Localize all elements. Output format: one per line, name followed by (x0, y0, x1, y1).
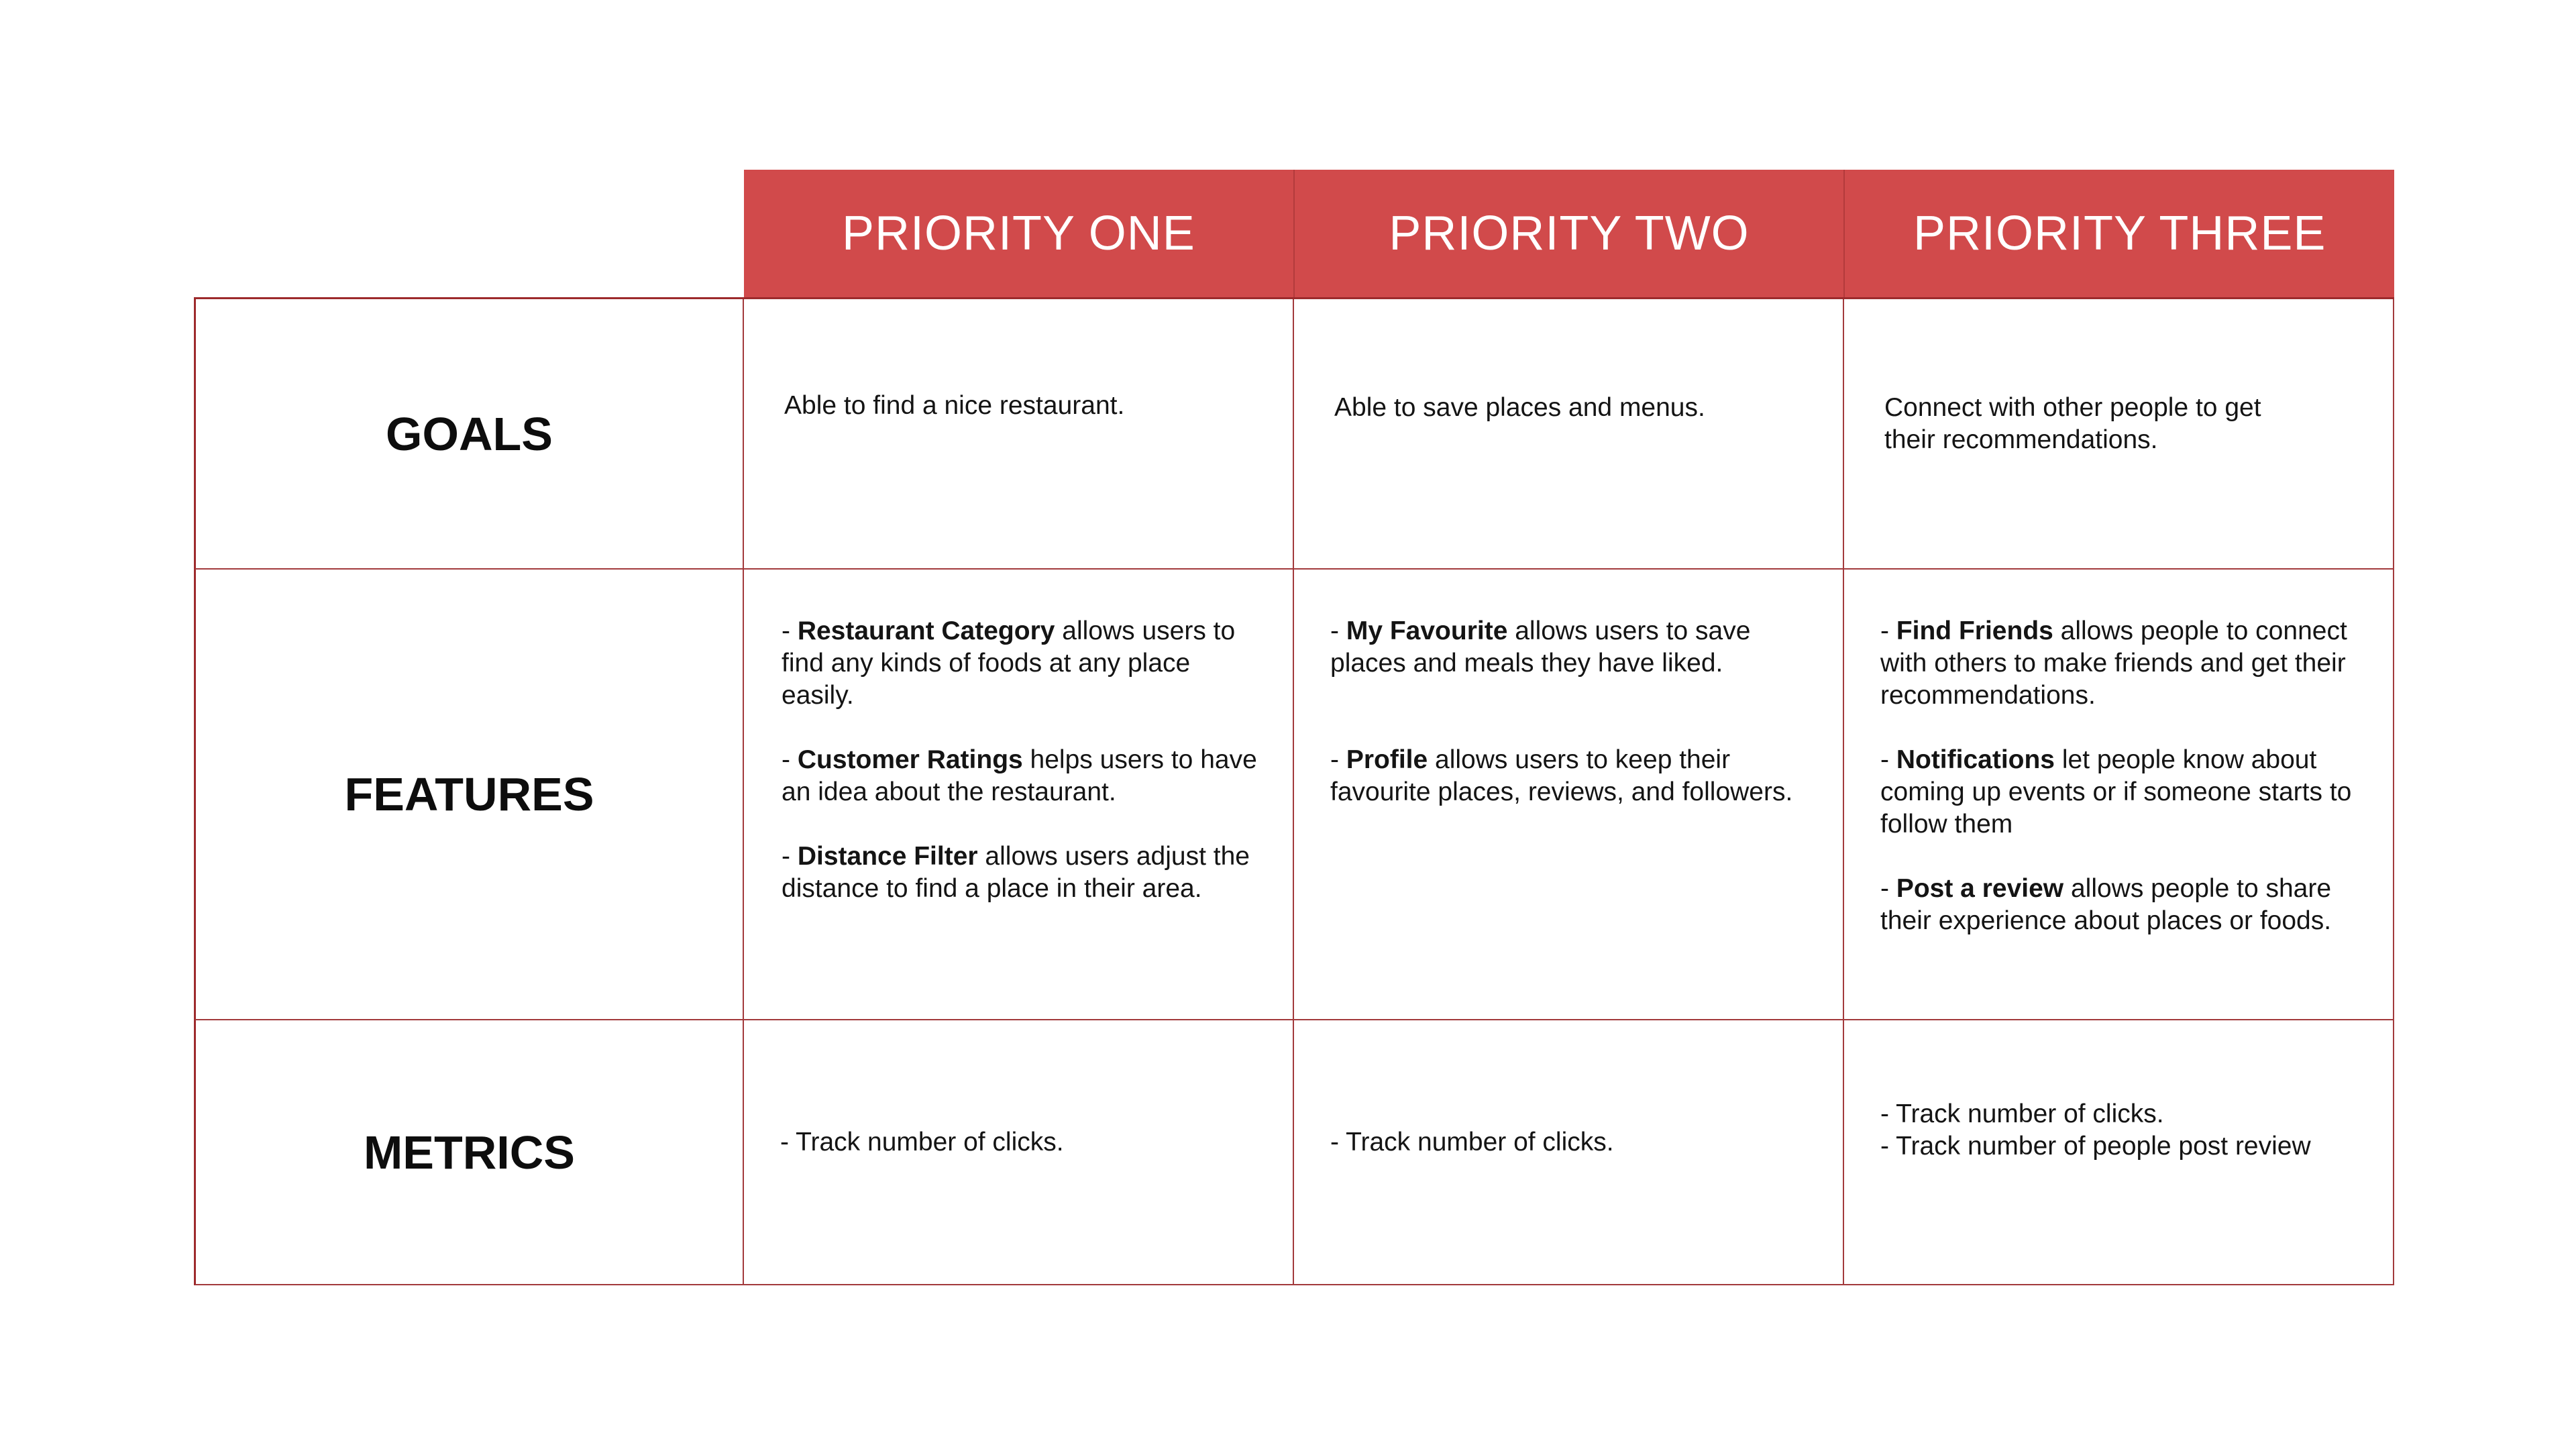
header-priority-one: PRIORITY ONE (744, 170, 1295, 297)
feature-list (1880, 615, 2377, 937)
feature-item (782, 615, 1266, 712)
feature-item (1880, 615, 2377, 712)
header-priority-two: PRIORITY TWO (1295, 170, 1845, 297)
goal-text: Connect with other people to get their recommendations. (1884, 393, 2261, 454)
features-cell-priority-one (744, 570, 1294, 1020)
row-label-text: METRICS (364, 1126, 575, 1179)
table-body (194, 297, 2394, 1283)
feature-list (782, 615, 1266, 905)
feature-description: allows users to keep their favourite places, reviews, and followers. (1330, 745, 1793, 806)
bullet-dash: - (1880, 616, 1896, 645)
feature-description: helps users to have an idea about the restaurant. (782, 745, 1257, 806)
feature-description: let people know about coming up events or if someone starts to follow them (1880, 745, 2352, 839)
bullet-dash: - (1330, 616, 1346, 645)
feature-name: Notifications (1896, 745, 2055, 774)
feature-item (782, 744, 1266, 808)
feature-name: Restaurant Category (797, 616, 1055, 645)
feature-name: Find Friends (1896, 616, 2053, 645)
feature-name: Post a review (1896, 874, 2064, 903)
metric-item: - Track number of clicks. (1330, 1128, 1614, 1157)
bullet-dash: - (782, 842, 798, 871)
feature-item (1330, 615, 1820, 680)
bullet-dash: - (1880, 745, 1896, 774)
feature-description: allows users to find any kinds of foods at any place easily. (782, 616, 1236, 710)
feature-item (1330, 744, 1820, 808)
priority-table (194, 170, 2394, 1283)
metric-item: - Track number of clicks. (1880, 1099, 2164, 1128)
feature-name: Customer Ratings (797, 745, 1023, 774)
feature-name: Distance Filter (797, 842, 978, 871)
feature-item (782, 841, 1266, 905)
metrics-cell-priority-one (744, 1020, 1294, 1285)
goal-text: Able to find a nice restaurant. (784, 391, 1125, 420)
feature-description: allows users adjust the distance to find a place in their area. (782, 842, 1250, 903)
metric-list (780, 1126, 1266, 1159)
row-label-metrics (194, 1020, 744, 1285)
goal-text: Able to save places and menus. (1334, 393, 1705, 422)
bullet-dash: - (782, 745, 798, 774)
row-label-text: GOALS (386, 407, 553, 460)
bullet-dash: - (1330, 745, 1346, 774)
goals-cell-priority-two (1294, 299, 1844, 570)
goals-cell-priority-one (744, 299, 1294, 570)
features-cell-priority-three (1844, 570, 2394, 1020)
feature-item (1880, 873, 2377, 937)
metric-item: - Track number of people post review (1880, 1132, 2311, 1161)
metrics-cell-priority-three (1844, 1020, 2394, 1285)
feature-name: My Favourite (1346, 616, 1508, 645)
features-cell-priority-two (1294, 570, 1844, 1020)
goals-cell-priority-three (1844, 299, 2394, 570)
row-label-text: FEATURES (344, 768, 594, 820)
header-priority-three: PRIORITY THREE (1913, 207, 2326, 260)
feature-name: Profile (1346, 745, 1428, 774)
row-label-features (194, 570, 744, 1020)
feature-description: allows users to save places and meals they have liked. (1330, 616, 1751, 678)
metric-list (1880, 1098, 2366, 1163)
feature-description: allows people to connect with others to make friends and get their recommendations. (1880, 616, 2347, 710)
bullet-dash: - (1880, 874, 1896, 903)
row-label-goals (194, 299, 744, 570)
feature-list (1330, 615, 1820, 808)
metric-item: - Track number of clicks. (780, 1128, 1064, 1157)
feature-item (1880, 744, 2377, 841)
metrics-cell-priority-two (1294, 1020, 1844, 1285)
metric-list (1330, 1126, 1816, 1159)
header-row (744, 170, 2394, 297)
feature-description: allows people to share their experience about places or foods. (1880, 874, 2332, 935)
bullet-dash: - (782, 616, 798, 645)
